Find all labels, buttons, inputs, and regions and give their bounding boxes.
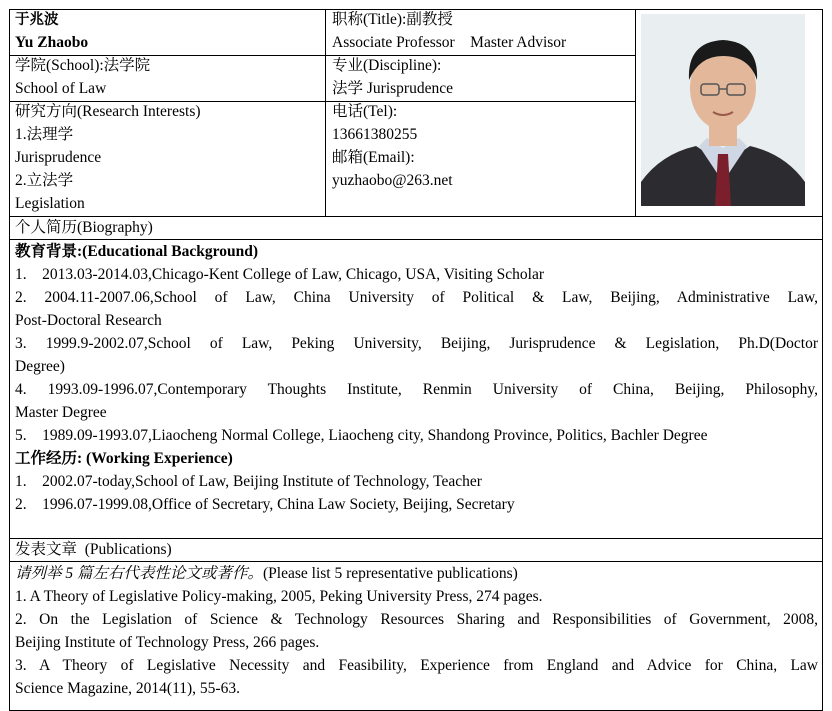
- education-line: 1. 2013.03-2014.03,Chicago-Kent College of Law, Chicago, USA, Visiting Scholar: [15, 266, 545, 283]
- instruction-english: (Please list 5 representative publications): [263, 565, 518, 582]
- instruction-chinese: 请列举 5 篇左右代表性论文或著作。: [15, 565, 264, 582]
- portrait-illustration: [641, 14, 805, 206]
- education-line: Post-Doctoral Research: [15, 312, 162, 329]
- publication-item: Science Magazine, 2014(11), 55-63.: [15, 680, 240, 697]
- education-line: 2. 2004.11-2007.06,School of Law, China University of Political & Law, Beijing, Administrative Law,: [15, 289, 818, 306]
- title-value: Associate Professor Master Advisor: [332, 34, 567, 51]
- work-line: 1. 2002.07-today,School of Law, Beijing Institute of Technology, Teacher: [15, 473, 482, 490]
- research-label: 研究方向(Research Interests): [15, 103, 201, 120]
- name-chinese: 于兆波: [15, 12, 59, 28]
- school-label: 学院(School):法学院: [15, 57, 151, 74]
- publication-item: 3. A Theory of Legislative Necessity and Feasibility, Experience from England and Advice for China, Law: [15, 657, 818, 674]
- discipline-label: 专业(Discipline):: [332, 57, 442, 74]
- education-line: 5. 1989.09-1993.07,Liaocheng Normal College, Liaocheng city, Shandong Province, Politics, Bachler Degree: [15, 427, 708, 444]
- research-item: Legislation: [15, 195, 85, 212]
- education-line: Master Degree: [15, 404, 107, 421]
- research-item: 1.法理学: [15, 126, 74, 143]
- publication-item: 2. On the Legislation of Science & Technology Resources Sharing and Responsibilities of Government, 2008,: [15, 611, 818, 628]
- education-line: Degree): [15, 358, 65, 375]
- email-value: yuzhaobo@263.net: [332, 172, 453, 189]
- discipline-value: 法学 Jurisprudence: [332, 80, 453, 97]
- publications-heading: 发表文章 (Publications): [15, 541, 172, 558]
- school-value: School of Law: [15, 80, 107, 97]
- work-heading: 工作经历: (Working Experience): [15, 450, 233, 467]
- portrait-photo: [641, 14, 805, 206]
- education-line: 4. 1993.09-1996.07,Contemporary Thoughts Institute, Renmin University of China, Beijing, Philosophy,: [15, 381, 818, 398]
- education-heading: 教育背景:(Educational Background): [15, 243, 259, 260]
- email-label: 邮箱(Email):: [332, 149, 415, 166]
- biography-heading: 个人简历(Biography): [15, 219, 153, 236]
- research-item: 2.立法学: [15, 172, 74, 189]
- publication-item: 1. A Theory of Legislative Policy-making, 2005, Peking University Press, 274 pages.: [15, 588, 543, 605]
- tel-label: 电话(Tel):: [332, 103, 398, 120]
- research-item: Jurisprudence: [15, 149, 102, 166]
- education-line: 3. 1999.9-2002.07,School of Law, Peking University, Beijing, Jurisprudence & Legislation, Ph.D(Doctor: [15, 335, 818, 352]
- publications-instruction: [15, 563, 518, 585]
- tel-value: 13661380255: [332, 126, 418, 143]
- publication-item: Beijing Institute of Technology Press, 266 pages.: [15, 634, 320, 651]
- work-line: 2. 1996.07-1999.08,Office of Secretary, China Law Society, Beijing, Secretary: [15, 496, 515, 513]
- name-english: Yu Zhaobo: [15, 34, 89, 51]
- title-label: 职称(Title):副教授: [332, 11, 453, 28]
